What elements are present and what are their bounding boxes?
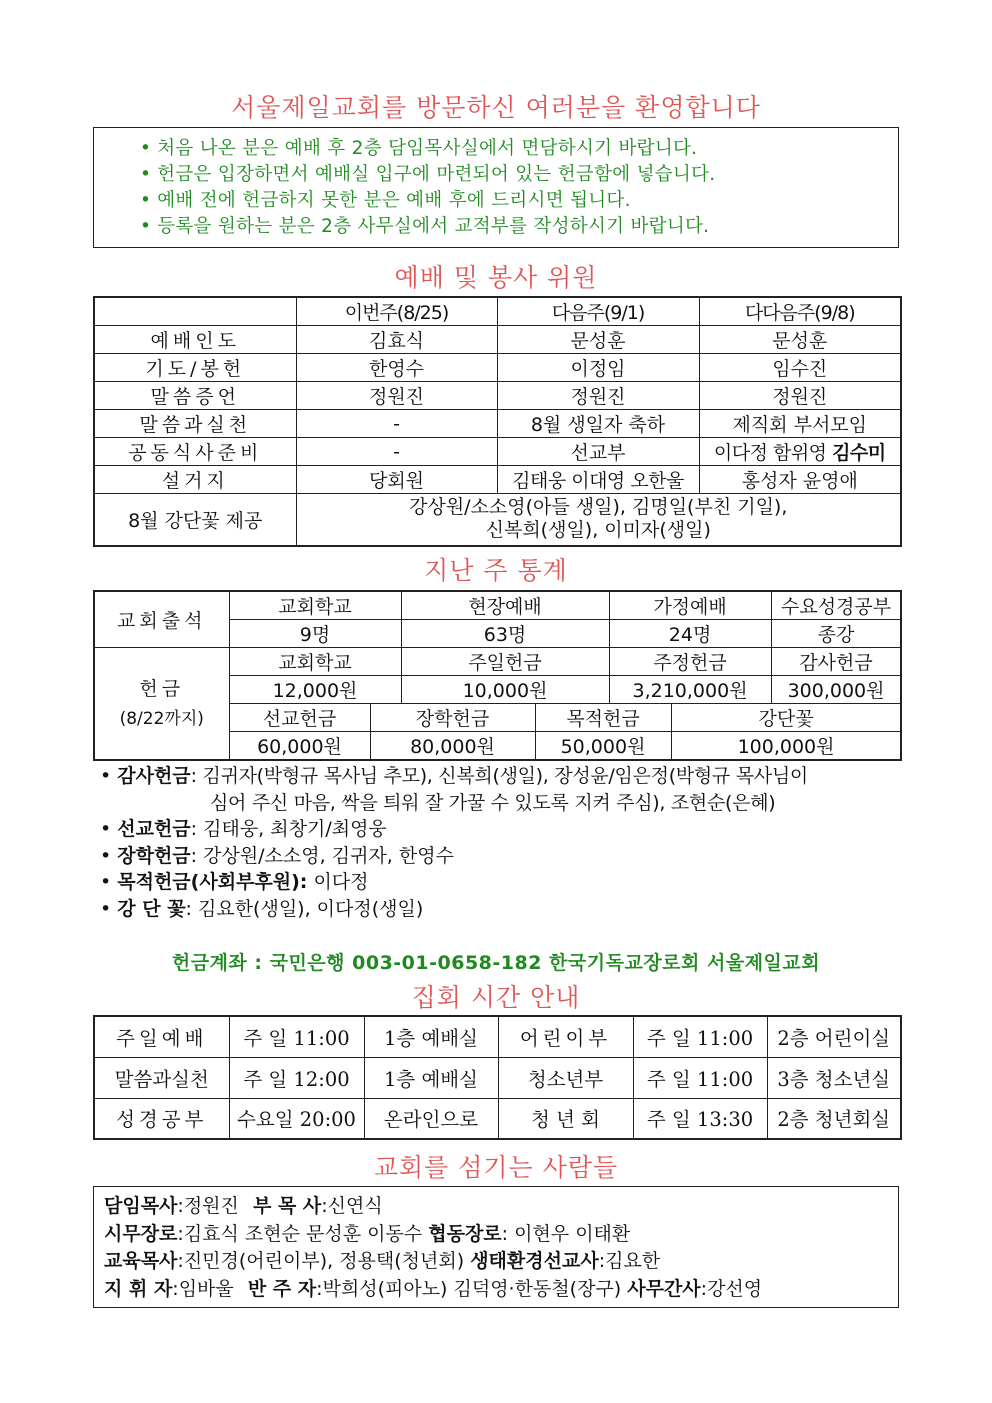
role-names: :박희성(피아노) 김덕영·한동철(장구) — [316, 1277, 628, 1300]
table-cell: 말씀과실천 — [94, 1057, 229, 1098]
welcome-item: • 예배 전에 헌금하지 못한 분은 예배 후에 드리시면 됩니다. — [140, 190, 631, 211]
role-label: 담임목사 — [104, 1195, 178, 1217]
role-names: :임바울 — [172, 1277, 240, 1300]
row-label: 기도/봉헌 — [94, 354, 296, 382]
table-cell: 주 일 11:00 — [633, 1016, 767, 1057]
table-cell: 임수진 — [699, 354, 901, 382]
role-names: :신연식 — [321, 1195, 383, 1217]
attendance-label: 교회출석 — [94, 591, 229, 648]
table-cell: 1층 예배실 — [364, 1016, 498, 1057]
row-label: 예배인도 — [94, 326, 296, 354]
schedule-title: 집회 시간 안내 — [411, 983, 581, 1012]
table-cell: 12,000원 — [229, 676, 401, 704]
welcome-title: 서울제일교회를 방문하신 여러분을 환영합니다 — [231, 93, 761, 122]
table-cell: 정원진 — [699, 382, 901, 410]
offering-type: 선교헌금 — [117, 818, 191, 840]
header-cell: 감사헌금 — [771, 648, 901, 676]
role-label: 생태환경선교사 — [470, 1250, 599, 1272]
table-row — [94, 438, 901, 466]
servants-table — [93, 296, 902, 547]
table-row — [94, 410, 901, 438]
table-cell: 24명 — [609, 620, 771, 648]
table-cell: 제직회 부서모임 — [699, 410, 901, 438]
table-row — [94, 326, 901, 354]
table-row — [94, 297, 901, 326]
offering-names: : 김귀자(박형규 목사님 추모), 신복희(생일), 장성윤/임은정(박형규 목사님이 — [190, 765, 808, 787]
meal-names: 이다정 함위영 — [713, 442, 827, 464]
table-row — [94, 354, 901, 382]
role-label: 반 주 자 — [247, 1277, 317, 1300]
schedule-table — [93, 1015, 902, 1140]
staff-box — [93, 1186, 899, 1308]
offering-type: 목적헌금(사회부후원): — [117, 871, 308, 893]
header-cell: 강단꽃 — [671, 704, 901, 732]
table-cell: 종강 — [771, 620, 901, 648]
list-item: • 감사헌금: 김귀자(박형규 목사님 추모), 신복희(생일), 장성윤/임은정(박형규 목사님이 — [100, 765, 808, 787]
header-cell: 주정헌금 — [609, 648, 771, 676]
header-cell: 선교헌금 — [229, 704, 370, 732]
table-cell: 홍성자 윤영애 — [699, 466, 901, 494]
stats-title: 지난 주 통계 — [424, 556, 568, 585]
table-cell: 100,000원 — [671, 732, 901, 761]
welcome-box — [93, 127, 899, 248]
table-cell: 문성훈 — [699, 326, 901, 354]
table-cell: 300,000원 — [771, 676, 901, 704]
table-cell: 정원진 — [296, 382, 497, 410]
table-cell: 주 일 12:00 — [229, 1057, 364, 1098]
table-cell: - — [296, 438, 497, 466]
table-row — [94, 382, 901, 410]
list-item-continued: 심어 주신 마음, 싹을 틔워 잘 가꿀 수 있도록 지켜 주심), 조현순(은혜) — [210, 791, 776, 814]
header-cell: 가정예배 — [609, 591, 771, 620]
offering-type: 감사헌금 — [117, 765, 191, 787]
table-cell: 2층 청년회실 — [767, 1098, 901, 1139]
table-row — [94, 494, 901, 546]
role-label: 협동장로 — [428, 1222, 502, 1245]
table-cell: 50,000원 — [535, 732, 671, 761]
table-cell: 정원진 — [497, 382, 699, 410]
table-row — [94, 1057, 901, 1098]
role-names: :김요한 — [598, 1250, 661, 1272]
header-cell: 장학헌금 — [370, 704, 535, 732]
table-cell: 주 일 13:30 — [633, 1098, 767, 1139]
header-cell: 다다음주(9/8) — [699, 297, 901, 326]
table-cell: 63명 — [401, 620, 609, 648]
list-item: • 선교헌금: 김태웅, 최창기/최영웅 — [100, 818, 387, 840]
offering-names: : 김태웅, 최창기/최영웅 — [190, 818, 387, 840]
row-label: 8월 강단꽃 제공 — [94, 494, 296, 546]
role-label: 사무간사 — [627, 1277, 701, 1300]
header-cell: 현장예배 — [401, 591, 609, 620]
table-row — [94, 591, 901, 620]
table-cell: 주일예배 — [94, 1016, 229, 1057]
table-cell: 선교부 — [497, 438, 699, 466]
flower-cell — [296, 494, 901, 546]
welcome-item: • 헌금은 입장하면서 예배실 입구에 마련되어 있는 헌금함에 넣습니다. — [140, 164, 716, 185]
header-cell: 이번주(8/25) — [296, 297, 497, 326]
offering-label-cell — [94, 648, 229, 761]
table-cell: 수요일 20:00 — [229, 1098, 364, 1139]
row-label: 말씀과실천 — [94, 410, 296, 438]
role-names: :정원진 — [177, 1195, 245, 1217]
header-cell: 교회학교 — [229, 591, 401, 620]
meal-extra-name: 김수미 — [832, 442, 886, 464]
servants-title: 예배 및 봉사 위원 — [394, 263, 598, 292]
table-cell: 김효식 — [296, 326, 497, 354]
table-cell: 1층 예배실 — [364, 1057, 498, 1098]
table-cell — [699, 438, 901, 466]
offering-date: (8/22까지) — [119, 708, 204, 729]
table-cell: 2층 어린이실 — [767, 1016, 901, 1057]
table-cell: 당회원 — [296, 466, 497, 494]
flower-line: 신복희(생일), 이미자(생일) — [485, 519, 711, 542]
header-cell: 수요성경공부 — [771, 591, 901, 620]
staff-row — [104, 1221, 898, 1249]
table-cell: 김태웅 이대영 오한울 — [497, 466, 699, 494]
table-row — [94, 466, 901, 494]
table-cell: 주 일 11:00 — [633, 1057, 767, 1098]
role-names: :김효식 조현순 문성훈 이동수 — [177, 1222, 429, 1245]
table-cell: - — [296, 410, 497, 438]
row-label: 말씀증언 — [94, 382, 296, 410]
header-cell: 목적헌금 — [535, 704, 671, 732]
flower-line: 강상원/소소영(아들 생일), 김명일(부친 기일), — [409, 496, 788, 519]
offering-account: 헌금계좌 : 국민은행 003-01-0658-182 한국기독교장로회 서울제일교회 — [171, 952, 821, 974]
table-cell: 문성훈 — [497, 326, 699, 354]
table-cell: 성경공부 — [94, 1098, 229, 1139]
table-cell: 청소년부 — [498, 1057, 633, 1098]
offering-type: 강 단 꽃 — [117, 897, 186, 920]
row-label: 설거지 — [94, 466, 296, 494]
offering-type: 장학헌금 — [117, 844, 191, 867]
staff-row — [104, 1248, 898, 1276]
header-cell: 다음주(9/1) — [497, 297, 699, 326]
role-names: :진민경(어린이부), 정용택(청년회) — [177, 1250, 471, 1272]
staff-row — [104, 1193, 898, 1221]
role-names: :강선영 — [700, 1277, 763, 1300]
offering-names: : 김요한(생일), 이다정(생일) — [185, 897, 424, 920]
list-item: • 목적헌금(사회부후원): 이다정 — [100, 871, 369, 893]
table-cell: 10,000원 — [401, 676, 609, 704]
header-cell: 교회학교 — [229, 648, 401, 676]
table-cell: 80,000원 — [370, 732, 535, 761]
table-cell: 청 년 회 — [498, 1098, 633, 1139]
welcome-item: • 등록을 원하는 분은 2층 사무실에서 교적부를 작성하시기 바랍니다. — [140, 216, 710, 237]
staff-row — [104, 1276, 898, 1304]
table-cell: 3층 청소년실 — [767, 1057, 901, 1098]
list-item: • 강 단 꽃: 김요한(생일), 이다정(생일) — [100, 897, 424, 920]
table-row — [94, 1098, 901, 1139]
offering-names: 이다정 — [307, 871, 369, 893]
role-label: 부 목 사 — [252, 1195, 322, 1217]
role-names: : 이현우 이태환 — [501, 1222, 631, 1245]
table-cell: 한영수 — [296, 354, 497, 382]
list-item: • 장학헌금: 강상원/소소영, 김귀자, 한영수 — [100, 844, 454, 867]
corner-cell — [94, 297, 296, 326]
offering-label: 헌금 — [139, 677, 185, 700]
table-cell: 주 일 11:00 — [229, 1016, 364, 1057]
table-cell: 이정임 — [497, 354, 699, 382]
welcome-item: • 처음 나온 분은 예배 후 2층 담임목사실에서 면담하시기 바랍니다. — [140, 138, 698, 159]
offering-names: : 강상원/소소영, 김귀자, 한영수 — [190, 844, 454, 867]
table-cell: 9명 — [229, 620, 401, 648]
row-label: 공동식사준비 — [94, 438, 296, 466]
table-cell: 60,000원 — [229, 732, 370, 761]
offering-list — [100, 763, 900, 922]
table-cell: 3,210,000원 — [609, 676, 771, 704]
header-cell: 주일헌금 — [401, 648, 609, 676]
table-cell: 온라인으로 — [364, 1098, 498, 1139]
table-cell: 어린이부 — [498, 1016, 633, 1057]
table-cell: 8월 생일자 축하 — [497, 410, 699, 438]
staff-title: 교회를 섬기는 사람들 — [373, 1153, 619, 1182]
role-label: 지 휘 자 — [104, 1277, 173, 1300]
table-row — [94, 1016, 901, 1057]
stats-table — [93, 590, 902, 761]
role-label: 교육목사 — [104, 1250, 178, 1272]
table-row — [94, 648, 901, 676]
role-label: 시무장로 — [104, 1222, 178, 1245]
